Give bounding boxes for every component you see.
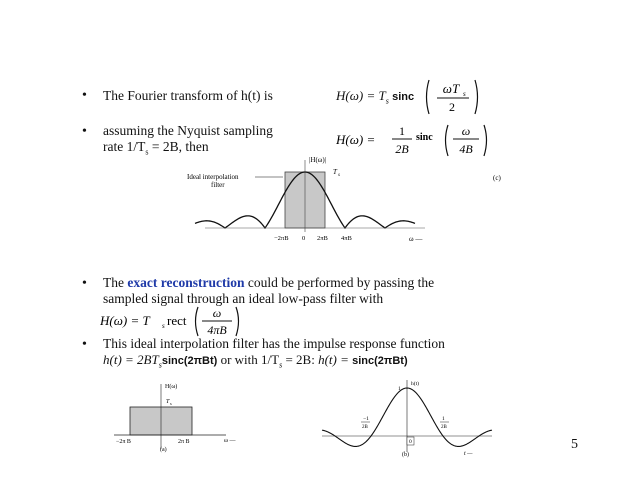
- fig-b-tick-left-den: 2B: [362, 425, 368, 430]
- eq1-num: ωT: [442, 81, 460, 96]
- fig-b-tag: (b): [402, 452, 409, 458]
- fig-b-tick-right-den: 2B: [441, 425, 447, 430]
- fig-b-origin: 0: [409, 439, 412, 445]
- b2-rate: rate 1/T: [103, 139, 146, 154]
- fig-b-xlabel: t —: [464, 451, 473, 457]
- b4-sub: s: [158, 360, 162, 370]
- bullet-3-line2: sampled signal through an ideal low-pass filter with: [103, 291, 384, 306]
- figure-b: [312, 376, 502, 462]
- fig-a-level: T: [166, 399, 170, 405]
- bullet-1-equation: [336, 88, 414, 106]
- figure-a: [108, 378, 258, 458]
- b4-fn2: sinc(2πBt): [352, 355, 408, 367]
- bullet-2-marker: •: [82, 124, 87, 139]
- fig-a-ylabel: H(ω): [165, 384, 178, 390]
- fig-c-tag: (c): [493, 174, 501, 182]
- eq3-sub: s: [162, 322, 165, 330]
- fig-a-level-sub: s: [170, 401, 172, 406]
- b4-mid2: = 2B:: [282, 352, 319, 367]
- eq2-fn: sinc: [416, 132, 433, 143]
- b2-rate-rest: = 2B, then: [148, 139, 209, 154]
- figure-c: [95, 152, 535, 248]
- eq2-lhs: H(ω) =: [336, 132, 376, 147]
- fig-c-tick-4: 4πB: [341, 235, 352, 242]
- fig-b-tick-left-num: −1: [363, 416, 369, 422]
- b3-highlight: exact reconstruction: [127, 275, 245, 290]
- b2-rate-sub: s: [145, 147, 149, 157]
- fig-c-annotation2: filter: [211, 181, 225, 189]
- fig-c-tick-1: −2πB: [274, 235, 289, 242]
- bullet-4-line1: This ideal interpolation filter has the impulse response function: [103, 336, 445, 351]
- eq1-fn: sinc: [392, 91, 415, 103]
- eq1-num-sub: s: [463, 90, 466, 98]
- fig-c-level-sub: s: [338, 173, 340, 178]
- eq2-fnum: ω: [461, 124, 471, 138]
- eq2-num: 1: [399, 124, 405, 138]
- eq1-sub: s: [385, 96, 389, 106]
- eq3-den: 4πB: [207, 323, 227, 337]
- b4-fn: sinc(2πBt): [161, 355, 218, 367]
- eq3-lhs: H(ω) = T: [100, 313, 150, 328]
- fig-c-xlabel: ω —: [409, 235, 423, 243]
- fig-c-ylabel: |H(ω)|: [309, 156, 327, 164]
- page-number: 5: [571, 437, 578, 452]
- fig-a-tick-1: −2π B: [116, 439, 131, 445]
- eq2-den: 2B: [395, 142, 409, 156]
- fig-c-tick-2: 0: [302, 235, 306, 242]
- fig-a-tick-2: 2π B: [178, 439, 190, 445]
- bullet-1-marker: •: [82, 88, 87, 103]
- fig-b-ylabel: h(t): [411, 381, 419, 387]
- bullet-4-marker: •: [82, 337, 87, 352]
- fig-a-tag: (a): [160, 447, 167, 453]
- fig-a-xlabel: ω —: [224, 438, 236, 444]
- fig-c-annotation: Ideal interpolation: [187, 173, 239, 181]
- b4-mid: or with 1/T: [217, 352, 280, 367]
- eq3: [100, 304, 250, 338]
- eq1-fraction: [423, 76, 483, 118]
- bullet-3-line1: [103, 275, 434, 291]
- eq3-num: ω: [212, 306, 222, 320]
- fig-c-tick-3: 2πB: [317, 235, 328, 242]
- bullet-2-line1: assuming the Nyquist sampling: [103, 123, 273, 138]
- eq2-fden: 4B: [459, 142, 473, 156]
- eq1-den: 2: [449, 100, 455, 114]
- bullet-1-text: The Fourier transform of h(t) is: [103, 88, 273, 103]
- fig-b-peak: 1: [398, 386, 401, 392]
- b3-pre: The: [103, 275, 128, 290]
- fig-c-level: T: [333, 168, 337, 176]
- b3-post: could be performed by passing the: [244, 275, 435, 290]
- b4-b: h(t) =: [318, 352, 353, 367]
- b4-sub2: s: [279, 360, 283, 370]
- eq1-lhs: H(ω) = T: [336, 88, 386, 103]
- bullet-4-line2: [103, 352, 408, 370]
- b4-a: h(t) = 2BT: [103, 352, 159, 367]
- eq3-fn: rect: [167, 313, 187, 328]
- bullet-3-marker: •: [82, 276, 87, 291]
- fig-b-tick-right-num: 1: [442, 416, 445, 422]
